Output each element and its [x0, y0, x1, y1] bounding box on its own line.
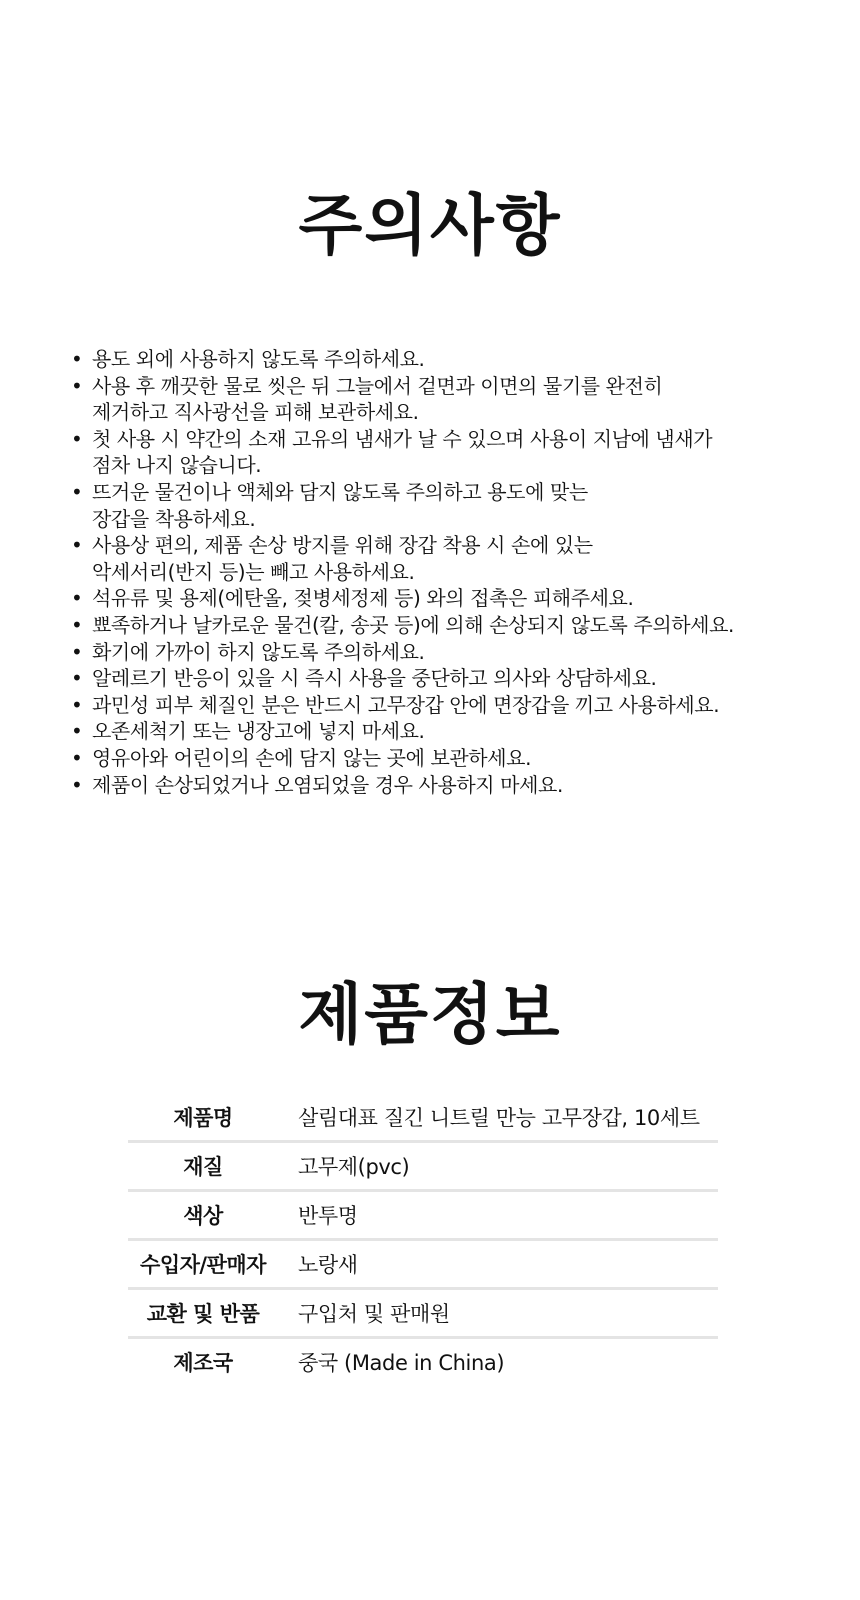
row-label: 수입자/판매자	[128, 1240, 278, 1289]
bullet-icon: •	[71, 533, 83, 558]
row-value: 구입처 및 판매원	[278, 1289, 718, 1338]
list-item	[68, 373, 828, 426]
list-item	[68, 639, 828, 666]
caution-text: 뾰족하거나 날카로운 물건(칼, 송곳 등)에 의해 손상되지 않도록 주의하세요.	[92, 612, 734, 637]
caution-title: 주의사항	[298, 187, 562, 264]
row-label: 제품명	[128, 1094, 278, 1142]
bullet-icon: •	[71, 479, 83, 504]
product-info-table	[128, 1094, 718, 1385]
caution-text: 석유류 및 용제(에탄올, 젖병세정제 등) 와의 접촉은 피해주세요.	[92, 586, 634, 611]
caution-text: 사용상 편의, 제품 손상 방지를 위해 장갑 착용 시 손에 있는 악세서리(반지 등)는 빼고 사용하세요.	[92, 533, 593, 584]
bullet-icon: •	[71, 373, 83, 398]
row-value: 반투명	[278, 1191, 718, 1240]
bullet-icon: •	[71, 745, 83, 770]
list-item	[68, 612, 828, 639]
list-item	[68, 745, 828, 772]
caution-text: 알레르기 반응이 있을 시 즉시 사용을 중단하고 의사와 상담하세요.	[92, 666, 657, 691]
bullet-icon: •	[71, 612, 83, 637]
list-item	[68, 718, 828, 745]
bullet-icon: •	[71, 586, 83, 611]
caution-text: 과민성 피부 체질인 분은 반드시 고무장갑 안에 면장갑을 끼고 사용하세요.	[92, 692, 720, 717]
caution-text: 화기에 가까이 하지 않도록 주의하세요.	[92, 639, 425, 664]
row-value: 노랑새	[278, 1240, 718, 1289]
list-item	[68, 692, 828, 719]
bullet-icon: •	[71, 719, 83, 744]
product-info-title: 제품정보	[298, 976, 562, 1053]
bullet-icon: •	[71, 426, 83, 451]
row-label: 재질	[128, 1142, 278, 1191]
table-row	[128, 1289, 718, 1338]
caution-text: 제품이 손상되었거나 오염되었을 경우 사용하지 마세요.	[92, 772, 563, 797]
table-row	[128, 1142, 718, 1191]
table-row	[128, 1240, 718, 1289]
list-item	[68, 346, 828, 373]
bullet-icon: •	[71, 639, 83, 664]
bullet-icon: •	[71, 347, 83, 371]
table-row	[128, 1094, 718, 1142]
bullet-icon: •	[71, 772, 83, 797]
caution-text: 뜨거운 물건이나 액체와 담지 않도록 주의하고 용도에 맞는 장갑을 착용하세요.	[92, 479, 588, 531]
list-item	[68, 665, 828, 692]
bullet-icon: •	[71, 692, 83, 717]
bullet-icon: •	[71, 666, 83, 691]
list-item	[68, 532, 828, 585]
list-item	[68, 426, 828, 479]
row-label: 교환 및 반품	[128, 1289, 278, 1338]
caution-text: 오존세척기 또는 냉장고에 넣지 마세요.	[92, 719, 425, 744]
list-item	[68, 772, 828, 799]
table-row	[128, 1338, 718, 1386]
row-value: 고무제(pvc)	[278, 1142, 718, 1191]
list-item	[68, 585, 828, 612]
caution-text: 영유아와 어린이의 손에 담지 않는 곳에 보관하세요.	[92, 745, 532, 770]
row-value: 살림대표 질긴 니트릴 만능 고무장갑, 10세트	[278, 1094, 718, 1142]
row-label: 제조국	[173, 1351, 233, 1375]
list-item	[68, 479, 828, 532]
caution-text: 용도 외에 사용하지 않도록 주의하세요.	[92, 347, 425, 371]
caution-text: 사용 후 깨끗한 물로 씻은 뒤 그늘에서 겉면과 이면의 물기를 완전히 제거하고 직사광선을 피해 보관하세요.	[92, 373, 663, 425]
row-label: 색상	[128, 1191, 278, 1240]
caution-list	[68, 346, 828, 798]
caution-text: 첫 사용 시 약간의 소재 고유의 냄새가 날 수 있으며 사용이 지남에 냄새가 점차 나지 않습니다.	[92, 426, 713, 478]
row-value: 중국 (Made in China)	[298, 1351, 505, 1375]
table-row	[128, 1191, 718, 1240]
